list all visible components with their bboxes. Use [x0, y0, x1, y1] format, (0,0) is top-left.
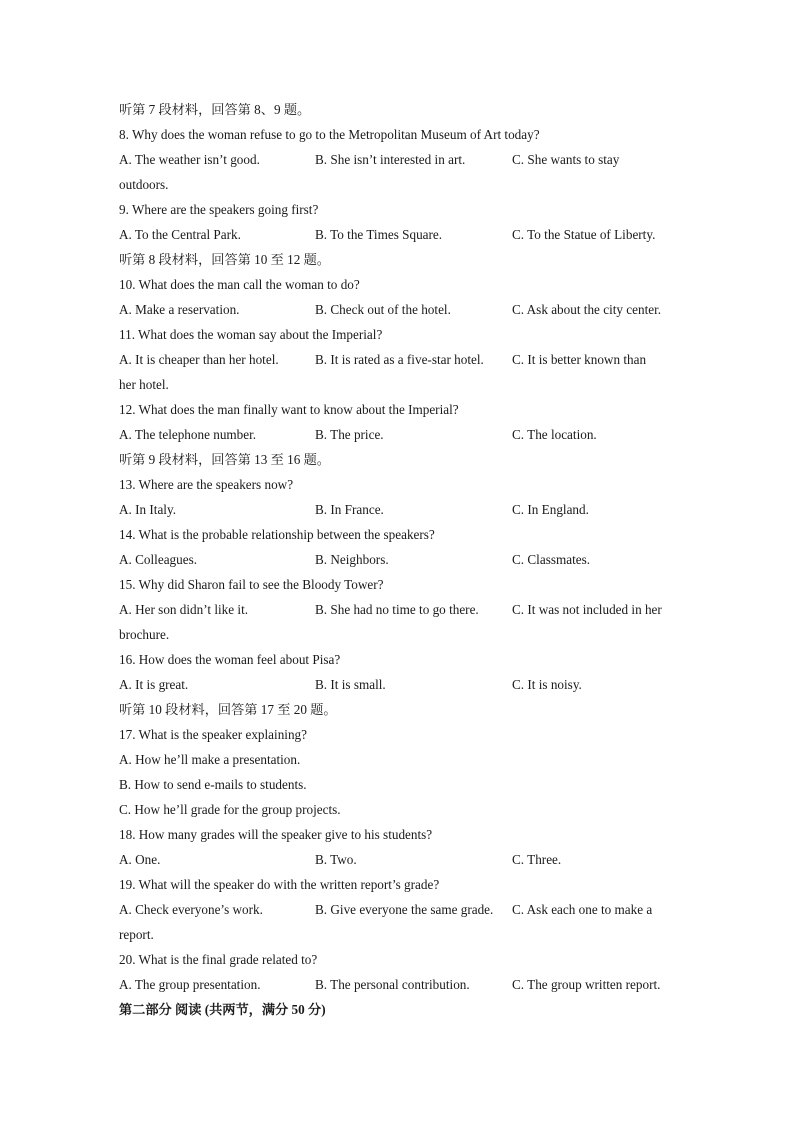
option-b: B. She had no time to go there.: [315, 602, 479, 617]
option-b: B. Neighbors.: [315, 552, 389, 567]
option-a: A. It is great.: [119, 677, 189, 692]
option-c: C. She wants to stay: [512, 152, 620, 167]
option-a: A. It is cheaper than her hotel.: [119, 352, 279, 367]
section-header: 听第 8 段材料，回答第 10 至 12 题。: [119, 252, 330, 267]
option-b: B. In France.: [315, 502, 384, 517]
answer-options: [119, 847, 679, 872]
option-c: C. To the Statue of Liberty.: [512, 227, 656, 242]
option-c: C. How he’ll grade for the group projects.: [119, 802, 341, 817]
answer-options: [119, 222, 679, 247]
question-text: 14. What is the probable relationship between the speakers?: [119, 527, 435, 542]
option-a: A. Colleagues.: [119, 552, 198, 567]
option-continuation: outdoors.: [119, 177, 169, 192]
option-a: A. Check everyone’s work.: [119, 902, 263, 917]
option-b: B. Two.: [315, 852, 357, 867]
question-text: 12. What does the man finally want to know about the Imperial?: [119, 402, 459, 417]
option-c: C. Ask each one to make a: [512, 902, 653, 917]
option-b: B. It is rated as a five-star hotel.: [315, 352, 484, 367]
option-a: A. How he’ll make a presentation.: [119, 752, 301, 767]
question-text: 16. How does the woman feel about Pisa?: [119, 652, 341, 667]
answer-options: [119, 672, 679, 697]
question-text: 15. Why did Sharon fail to see the Bloody Tower?: [119, 577, 384, 592]
question-text: 11. What does the woman say about the Imperial?: [119, 327, 383, 342]
option-b: B. It is small.: [315, 677, 386, 692]
option-a: A. Her son didn’t like it.: [119, 602, 249, 617]
option-continuation: report.: [119, 927, 154, 942]
option-b: B. How to send e-mails to students.: [119, 777, 307, 792]
option-b: B. Give everyone the same grade.: [315, 902, 494, 917]
option-a: A. To the Central Park.: [119, 227, 241, 242]
question-text: 10. What does the man call the woman to do?: [119, 277, 360, 292]
option-continuation: brochure.: [119, 627, 170, 642]
option-b: B. Check out of the hotel.: [315, 302, 451, 317]
option-b: B. The price.: [315, 427, 384, 442]
option-c: C. It is better known than: [512, 352, 647, 367]
question-text: 18. How many grades will the speaker give to his students?: [119, 827, 433, 842]
section-header: 听第 10 段材料，回答第 17 至 20 题。: [119, 702, 337, 717]
option-c: C. Classmates.: [512, 552, 591, 567]
option-a: A. The weather isn’t good.: [119, 152, 260, 167]
option-c: C. In England.: [512, 502, 589, 517]
question-text: 9. Where are the speakers going first?: [119, 202, 319, 217]
listening-content: [119, 97, 679, 1022]
option-c: C. The group written report.: [512, 977, 661, 992]
question-text: 20. What is the final grade related to?: [119, 952, 318, 967]
answer-options: [119, 497, 679, 522]
option-continuation: her hotel.: [119, 377, 169, 392]
answer-options: [119, 297, 679, 322]
option-a: A. In Italy.: [119, 502, 177, 517]
option-b: B. To the Times Square.: [315, 227, 443, 242]
option-c: C. Three.: [512, 852, 562, 867]
question-text: 13. Where are the speakers now?: [119, 477, 294, 492]
answer-options: [119, 347, 679, 372]
section-header: 听第 7 段材料，回答第 8、9 题。: [119, 102, 311, 117]
question-text: 17. What is the speaker explaining?: [119, 727, 307, 742]
answer-options: [119, 547, 679, 572]
option-c: C. Ask about the city center.: [512, 302, 662, 317]
option-a: A. One.: [119, 852, 161, 867]
answer-options: [119, 897, 679, 922]
question-text: 8. Why does the woman refuse to go to the Metropolitan Museum of Art today?: [119, 127, 540, 142]
answer-options: [119, 597, 679, 622]
answer-options: [119, 972, 679, 997]
answer-options: [119, 147, 679, 172]
option-c: C. It was not included in her: [512, 602, 662, 617]
section-header: 听第 9 段材料，回答第 13 至 16 题。: [119, 452, 330, 467]
option-a: A. The group presentation.: [119, 977, 261, 992]
option-c: C. The location.: [512, 427, 597, 442]
option-b: B. She isn’t interested in art.: [315, 152, 466, 167]
option-a: A. Make a reservation.: [119, 302, 240, 317]
question-text: 19. What will the speaker do with the written report’s grade?: [119, 877, 440, 892]
option-c: C. It is noisy.: [512, 677, 582, 692]
answer-options: [119, 422, 679, 447]
option-b: B. The personal contribution.: [315, 977, 470, 992]
option-a: A. The telephone number.: [119, 427, 257, 442]
part-two-title: 第二部分 阅读 (共两节，满分 50 分): [119, 1002, 326, 1017]
